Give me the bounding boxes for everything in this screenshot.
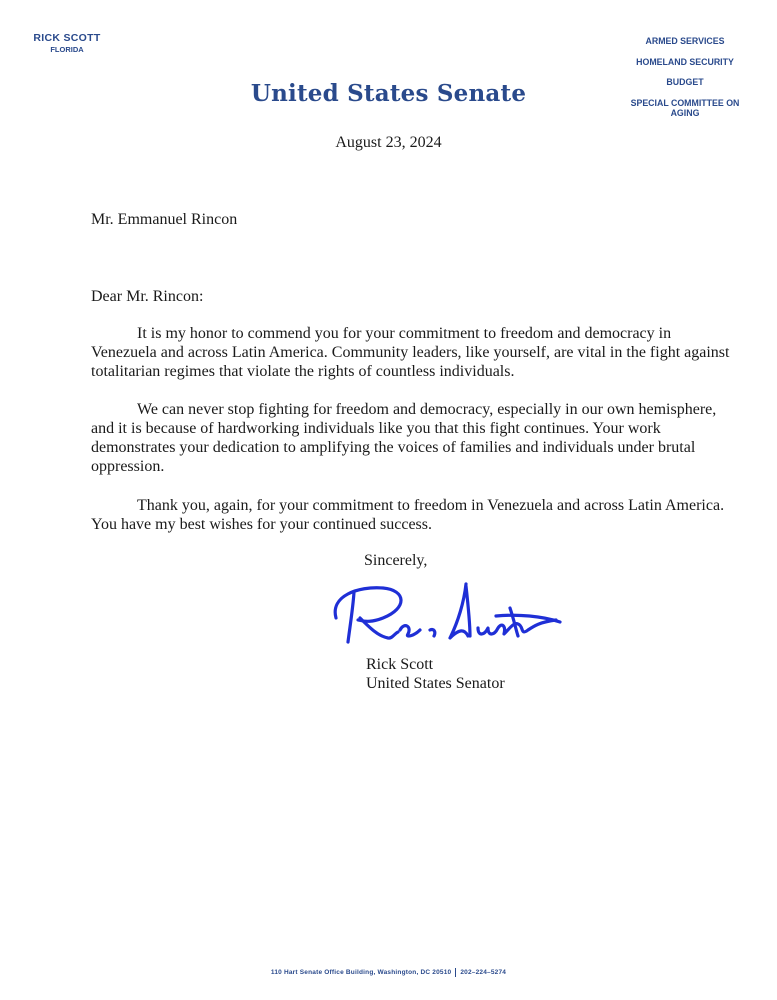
- senator-name: RICK SCOTT: [33, 32, 101, 44]
- signer-block: [366, 655, 505, 693]
- committee-item: BUDGET: [666, 77, 704, 87]
- body-paragraph: It is my honor to commend you for your commitment to freedom and democracy in Venezuela and across Latin America. Community leaders, like yourself, are vital in the fight against totalitarian regimes that violate the rights of countless individuals.: [91, 325, 730, 380]
- footer-divider: [455, 968, 456, 977]
- footer-address: 110 Hart Senate Office Building, Washington, DC 20510: [270, 969, 452, 977]
- signer-name: Rick Scott: [366, 656, 434, 673]
- senator-letterhead: [22, 32, 112, 54]
- salutation: Dear Mr. Rincon:: [91, 288, 204, 305]
- signer-title: United States Senator: [366, 675, 505, 692]
- body-paragraph: Thank you, again, for your commitment to freedom in Venezuela and across Latin America. You have my best wishes for your continued success.: [91, 497, 725, 533]
- letter-date: August 23, 2024: [335, 134, 442, 151]
- committee-item: SPECIAL COMMITTEE ON AGING: [630, 97, 740, 118]
- body-paragraph: We can never stop fighting for freedom and democracy, especially in our own hemisphere, and it is because of hardworking individuals like you that this fight continues. Your work demonstrates your dedication to amplifying the voices of families and individuals under brutal oppression.: [91, 401, 717, 475]
- recipient: Mr. Emmanuel Rincon: [91, 211, 238, 228]
- senate-title: United States Senate: [250, 80, 527, 107]
- committee-item: HOMELAND SECURITY: [636, 56, 734, 67]
- committee-item: ARMED SERVICES: [645, 36, 725, 46]
- senator-state: FLORIDA: [50, 45, 84, 54]
- letterhead-footer: [0, 968, 777, 977]
- signature-image: [328, 578, 568, 648]
- closing: Sincerely,: [364, 552, 428, 569]
- committee-list: [610, 36, 760, 128]
- footer-phone: 202–224–5274: [460, 969, 507, 977]
